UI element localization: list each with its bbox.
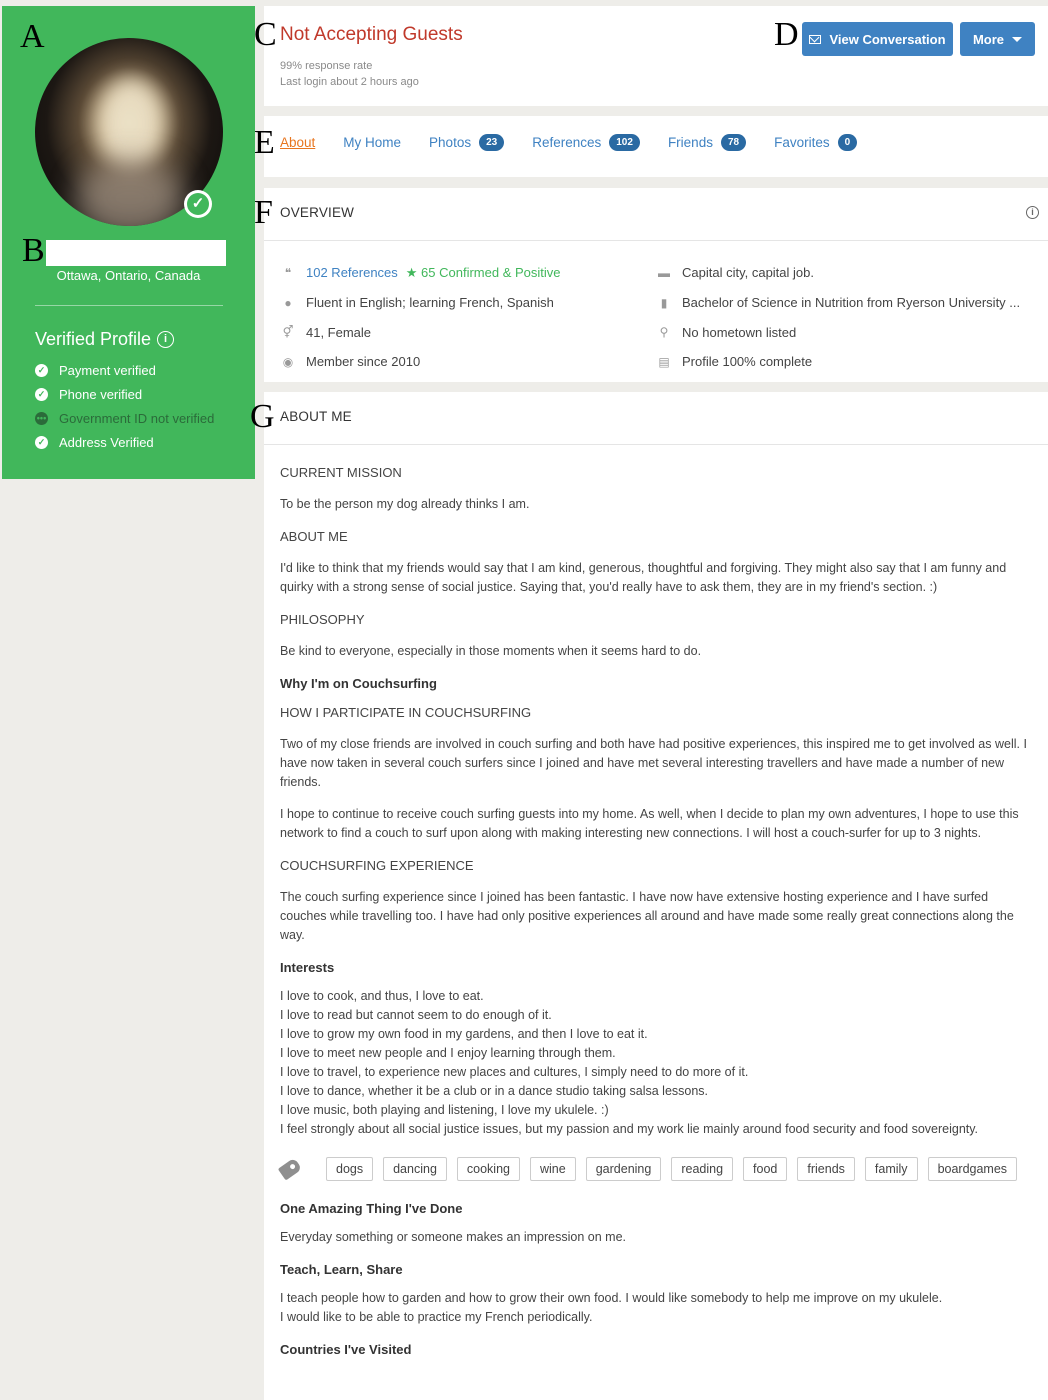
verification-label: Address Verified bbox=[59, 434, 154, 450]
caret-down-icon bbox=[1012, 37, 1022, 42]
interest-line: I love to travel, to experience new places and cultures, I simply need to do more of it. bbox=[280, 1065, 749, 1079]
info-icon[interactable]: i bbox=[157, 331, 174, 348]
verification-address bbox=[35, 430, 214, 454]
interest-line: I love to grow my own food in my gardens, and then I love to eat it. bbox=[280, 1027, 648, 1041]
callout-b: B bbox=[22, 232, 45, 269]
overview-hometown bbox=[656, 317, 1020, 347]
gender-icon: ⚥ bbox=[282, 325, 294, 340]
interest-line: I love to cook, and thus, I love to eat. bbox=[280, 989, 484, 1003]
tab-label: About bbox=[280, 135, 316, 150]
profile-header bbox=[264, 6, 1048, 106]
view-conversation-label: View Conversation bbox=[829, 31, 946, 47]
overview-education bbox=[656, 288, 1020, 318]
interest-tag[interactable]: family bbox=[865, 1157, 918, 1181]
interest-line: I feel strongly about all social justice issues, but my passion and my work lie mainly around food security and food sovereignty. bbox=[280, 1122, 979, 1136]
about-me-section bbox=[264, 392, 1048, 1400]
experience-heading: COUCHSURFING EXPERIENCE bbox=[280, 858, 474, 873]
section-divider bbox=[264, 444, 1048, 445]
overview-languages bbox=[280, 288, 561, 318]
callout-f: F bbox=[254, 194, 273, 231]
tab-label: Photos bbox=[429, 135, 472, 150]
count-badge: 78 bbox=[721, 134, 746, 151]
envelope-icon bbox=[809, 35, 821, 44]
countries-heading: Countries I've Visited bbox=[280, 1342, 412, 1357]
check-circle-icon: ✓ bbox=[35, 364, 48, 377]
tab-label: Friends bbox=[667, 135, 713, 150]
profile-tabs bbox=[264, 116, 1048, 177]
profile-location: Ottawa, Ontario, Canada bbox=[56, 268, 201, 283]
verification-payment bbox=[35, 358, 214, 382]
amazing-heading: One Amazing Thing I've Done bbox=[280, 1201, 463, 1216]
check-circle-icon: ✓ bbox=[35, 388, 48, 401]
count-badge: 0 bbox=[838, 134, 858, 151]
section-divider bbox=[264, 240, 1048, 241]
participate-text: I hope to continue to receive couch surfing guests into my home. As well, when I decide to plan my own adventures, I hope to use this network to find a couch to surf upon along with making interesting new connections. I will host a couch-surfer for up to 3 nights. bbox=[280, 807, 1019, 840]
verified-badge-icon: ✓ bbox=[184, 190, 212, 218]
interest-tag[interactable]: gardening bbox=[586, 1157, 662, 1181]
tab-friends[interactable] bbox=[668, 134, 746, 151]
overview-references bbox=[280, 258, 561, 288]
interest-tags bbox=[280, 1157, 1038, 1181]
education-text: Bachelor of Science in Nutrition from Ryerson University ... bbox=[682, 295, 1021, 311]
quote-icon: ❝ bbox=[284, 265, 292, 280]
tag-icon bbox=[278, 1158, 302, 1181]
member-since-text: Member since 2010 bbox=[306, 354, 421, 370]
occupation-text: Capital city, capital job. bbox=[682, 265, 814, 281]
count-badge: 23 bbox=[479, 134, 504, 151]
about-body bbox=[280, 462, 1038, 1359]
overview-occupation bbox=[656, 258, 1020, 288]
references-link[interactable]: 102 References bbox=[306, 265, 398, 281]
teach-text: I would like to be able to practice my French periodically. bbox=[280, 1310, 593, 1324]
tab-about[interactable] bbox=[280, 135, 315, 150]
overview-age-gender bbox=[280, 317, 561, 347]
tab-references[interactable] bbox=[532, 134, 640, 151]
amazing-text: Everyday something or someone makes an impression on me. bbox=[280, 1230, 626, 1244]
overview-completeness bbox=[656, 347, 1020, 377]
experience-text: The couch surfing experience since I joined has been fantastic. I have now have extensive hosting experience and I have surfed couches while travelling too. I have had only positive experiences all around and have made some really great connections along the way. bbox=[280, 890, 1014, 942]
tab-label: My Home bbox=[343, 135, 402, 150]
age-gender-text: 41, Female bbox=[306, 324, 372, 340]
ellipsis-circle-icon: ••• bbox=[36, 412, 47, 423]
interest-line: I love music, both playing and listening, I love my ukulele. :) bbox=[280, 1103, 609, 1117]
philosophy-heading: PHILOSOPHY bbox=[280, 612, 365, 627]
hometown-text: No hometown listed bbox=[682, 324, 797, 340]
info-icon[interactable]: i bbox=[1026, 206, 1039, 219]
interest-line: I love to dance, whether it be a club or in a dance studio taking salsa lessons. bbox=[280, 1084, 709, 1098]
tab-photos[interactable] bbox=[429, 134, 504, 151]
id-card-icon: ▤ bbox=[658, 354, 670, 369]
verification-government-id bbox=[35, 406, 214, 430]
interest-tag[interactable]: boardgames bbox=[928, 1157, 1018, 1181]
overview-member-since bbox=[280, 347, 561, 377]
about-text: I'd like to think that my friends would say that I am kind, generous, thoughtful and forgiving. They might also say that I am funny and quirky with a strong sense of social justice. Saying that, you'd really have to ask them, they are in my friend's section. :) bbox=[280, 561, 1007, 594]
interest-line: I love to read but cannot seem to do enough of it. bbox=[280, 1008, 552, 1022]
participate-text: Two of my close friends are involved in couch surfing and both have had positive experiences, this inspired me to get involved as well. I have now taken in several couch surfers since I joined and have met several interesting travellers and have made a number of new friends. bbox=[280, 737, 1027, 789]
languages-text: Fluent in English; learning French, Spanish bbox=[306, 295, 554, 311]
overview-left-list bbox=[280, 258, 561, 377]
interests-heading: Interests bbox=[280, 960, 335, 975]
interest-tag[interactable]: friends bbox=[797, 1157, 855, 1181]
avatar-blur bbox=[99, 78, 163, 168]
last-login: Last login about 2 hours ago bbox=[280, 76, 419, 88]
mission-text: To be the person my dog already thinks I am. bbox=[280, 497, 530, 511]
interest-tag[interactable]: cooking bbox=[457, 1157, 520, 1181]
sidebar-divider bbox=[35, 305, 223, 306]
book-icon: ▮ bbox=[660, 295, 668, 310]
interest-tag[interactable]: dancing bbox=[383, 1157, 447, 1181]
interest-line: I love to meet new people and I enjoy learning through them. bbox=[280, 1046, 616, 1060]
check-circle-icon: ✓ bbox=[35, 436, 48, 449]
overview-section bbox=[264, 188, 1048, 382]
more-button[interactable] bbox=[960, 22, 1035, 56]
globe-icon: ◉ bbox=[282, 354, 294, 369]
interest-tag[interactable]: reading bbox=[671, 1157, 733, 1181]
tab-label: Favorites bbox=[774, 135, 830, 150]
verification-label: Payment verified bbox=[59, 362, 156, 378]
count-badge: 102 bbox=[609, 134, 640, 151]
interest-tag[interactable]: wine bbox=[530, 1157, 576, 1181]
mission-heading: CURRENT MISSION bbox=[280, 465, 402, 480]
philosophy-text: Be kind to everyone, especially in those moments when it seems hard to do. bbox=[280, 644, 702, 658]
callout-e: E bbox=[254, 124, 275, 161]
about-heading: ABOUT ME bbox=[280, 529, 348, 544]
why-heading: Why I'm on Couchsurfing bbox=[280, 676, 437, 691]
verification-list bbox=[35, 358, 214, 454]
briefcase-icon: ▬ bbox=[658, 265, 670, 280]
overview-right-list bbox=[656, 258, 1020, 377]
interest-tag[interactable]: food bbox=[743, 1157, 787, 1181]
teach-heading: Teach, Learn, Share bbox=[280, 1262, 403, 1277]
verified-profile-label: Verified Profile bbox=[35, 329, 152, 349]
callout-g: G bbox=[250, 398, 275, 435]
speech-bubble-icon: ● bbox=[284, 295, 292, 310]
confirmed-positive: ★ 65 Confirmed & Positive bbox=[405, 264, 561, 280]
avatar-blur bbox=[75, 158, 185, 226]
interest-tag[interactable]: dogs bbox=[326, 1157, 373, 1181]
more-label: More bbox=[972, 31, 1005, 47]
tab-my-home[interactable] bbox=[343, 135, 401, 150]
callout-d: D bbox=[774, 16, 799, 53]
overview-title: OVERVIEW bbox=[280, 205, 355, 220]
callout-a: A bbox=[20, 18, 45, 55]
response-rate: 99% response rate bbox=[280, 60, 373, 72]
interests-list bbox=[280, 987, 1038, 1139]
about-me-title: ABOUT ME bbox=[280, 409, 352, 424]
view-conversation-button[interactable] bbox=[802, 22, 953, 56]
hosting-status: Not Accepting Guests bbox=[280, 24, 463, 45]
verification-label: Phone verified bbox=[59, 386, 143, 402]
callout-c: C bbox=[254, 16, 277, 53]
location-pin-icon: ⚲ bbox=[659, 325, 669, 340]
profile-name-redacted bbox=[46, 240, 226, 266]
verification-label: Government ID not verified bbox=[59, 410, 215, 426]
tab-label: References bbox=[532, 135, 602, 150]
verified-profile-title[interactable] bbox=[35, 329, 174, 350]
profile-complete-text: Profile 100% complete bbox=[682, 354, 813, 370]
teach-text: I teach people how to garden and how to grow their own food. I would like somebody to help me improve on my ukulele. bbox=[280, 1291, 943, 1305]
verification-phone bbox=[35, 382, 214, 406]
tab-favorites[interactable] bbox=[774, 134, 857, 151]
participate-heading: HOW I PARTICIPATE IN COUCHSURFING bbox=[280, 705, 532, 720]
